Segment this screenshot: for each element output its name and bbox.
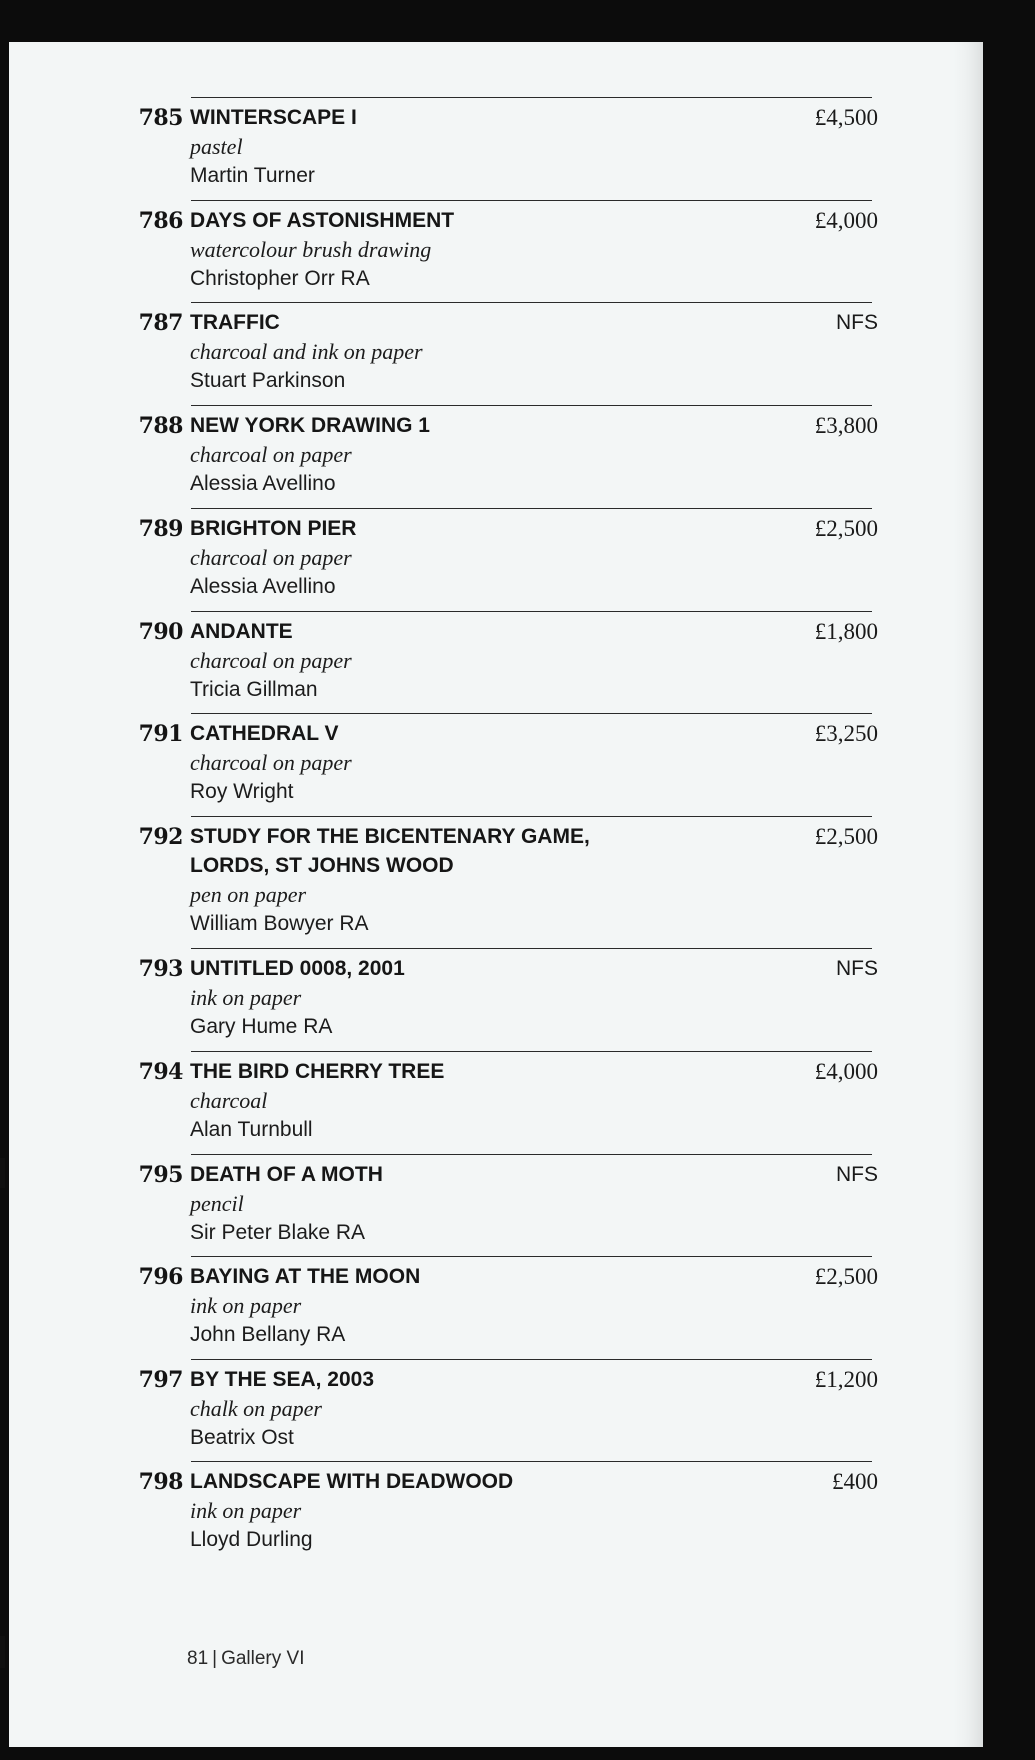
entry-price: £4,000 xyxy=(814,1059,878,1084)
entry-title: UNTITLED 0008, 2001 xyxy=(190,957,405,980)
entry-price: £1,800 xyxy=(814,619,878,644)
entry-medium: charcoal on paper xyxy=(190,648,352,673)
entry-divider xyxy=(191,405,872,406)
entry-artist: Sir Peter Blake RA xyxy=(190,1221,366,1244)
entry-number: 797 xyxy=(138,1367,183,1393)
entry-artist: Beatrix Ost xyxy=(190,1426,294,1449)
entry-number: 786 xyxy=(138,208,183,234)
entry-title: BY THE SEA, 2003 xyxy=(190,1368,375,1391)
scan-edge-mark xyxy=(0,1636,5,1668)
entry-number: 792 xyxy=(138,824,183,850)
entry-artist: Christopher Orr RA xyxy=(190,267,370,290)
entry-title: THE BIRD CHERRY TREE xyxy=(190,1060,445,1083)
entry-title: CATHEDRAL V xyxy=(190,722,339,745)
catalogue-list xyxy=(9,97,983,1551)
entry-artist: Stuart Parkinson xyxy=(190,369,346,392)
entry-price: £4,500 xyxy=(814,105,878,130)
entry-medium: ink on paper xyxy=(190,1498,302,1523)
entry-artist: Roy Wright xyxy=(190,780,294,803)
entry-divider xyxy=(191,302,872,303)
entry-title: STUDY FOR THE BICENTENARY GAME, LORDS, ST JOHNS WOOD xyxy=(190,825,590,877)
entry-number: 798 xyxy=(138,1469,183,1495)
gallery-name: Gallery VI xyxy=(221,1648,305,1669)
entry-price: £4,000 xyxy=(814,208,878,233)
entry-artist: Tricia Gillman xyxy=(190,678,318,701)
page-number: 81 xyxy=(187,1648,209,1669)
entry-number: 794 xyxy=(138,1059,183,1085)
scan-edge-mark xyxy=(0,1158,5,1188)
entry-medium: pencil xyxy=(190,1191,244,1216)
entry-number: 789 xyxy=(138,516,183,542)
entry-price: £3,250 xyxy=(814,721,878,746)
entry-divider xyxy=(191,1359,872,1360)
entry-artist: Alessia Avellino xyxy=(190,575,336,598)
entry-medium: ink on paper xyxy=(190,985,302,1010)
entry-medium: charcoal on paper xyxy=(190,442,352,467)
entry-medium: charcoal on paper xyxy=(190,750,352,775)
entry-title: DAYS OF ASTONISHMENT xyxy=(190,209,455,232)
entry-number: 788 xyxy=(138,413,183,439)
entry-medium: charcoal on paper xyxy=(190,545,352,570)
entry-title: LANDSCAPE WITH DEADWOOD xyxy=(190,1470,514,1493)
entry-price: £2,500 xyxy=(814,1264,878,1289)
entry-number: 790 xyxy=(138,619,183,645)
entry-divider xyxy=(191,200,872,201)
entry-medium: watercolour brush drawing xyxy=(190,237,432,262)
entry-number: 796 xyxy=(138,1264,183,1290)
entry-divider xyxy=(191,1051,872,1052)
entry-divider xyxy=(191,97,872,98)
entry-number: 793 xyxy=(138,956,183,982)
page-footer xyxy=(187,1648,305,1670)
entry-divider xyxy=(191,611,872,612)
entry-number: 791 xyxy=(138,721,183,747)
entry-divider xyxy=(191,816,872,817)
entry-divider xyxy=(191,508,872,509)
entry-artist: Gary Hume RA xyxy=(190,1015,333,1038)
entry-price: NFS xyxy=(836,1163,878,1186)
entry-price: NFS xyxy=(836,311,878,334)
entry-artist: Martin Turner xyxy=(190,164,315,187)
entry-price: £3,800 xyxy=(814,413,878,438)
entry-number: 785 xyxy=(138,105,183,131)
entry-divider xyxy=(191,713,872,714)
entry-divider xyxy=(191,1154,872,1155)
entry-artist: Alan Turnbull xyxy=(190,1118,313,1141)
entry-title: BAYING AT THE MOON xyxy=(190,1265,421,1288)
entry-title: NEW YORK DRAWING 1 xyxy=(190,414,430,437)
entry-artist: William Bowyer RA xyxy=(190,912,369,935)
entry-artist: Alessia Avellino xyxy=(190,472,336,495)
entry-title: DEATH OF A MOTH xyxy=(190,1163,383,1186)
entry-medium: charcoal xyxy=(190,1088,268,1113)
footer-separator: | xyxy=(212,1648,218,1669)
entry-number: 787 xyxy=(138,310,183,336)
entry-artist: Lloyd Durling xyxy=(190,1528,313,1551)
catalogue-page xyxy=(9,42,983,1747)
entry-artist: John Bellany RA xyxy=(190,1323,346,1346)
entry-price: £400 xyxy=(832,1469,878,1494)
entry-medium: pen on paper xyxy=(190,882,307,907)
entry-medium: pastel xyxy=(190,134,243,159)
entry-price: £1,200 xyxy=(814,1367,878,1392)
entry-medium: chalk on paper xyxy=(190,1396,322,1421)
entry-medium: ink on paper xyxy=(190,1293,302,1318)
entry-divider xyxy=(191,948,872,949)
entry-price: £2,500 xyxy=(814,824,878,849)
entry-medium: charcoal and ink on paper xyxy=(190,339,423,364)
entry-divider xyxy=(191,1461,872,1462)
entry-number: 795 xyxy=(138,1162,183,1188)
entry-title: TRAFFIC xyxy=(190,311,280,334)
entry-divider xyxy=(191,1256,872,1257)
entry-title: BRIGHTON PIER xyxy=(190,517,357,540)
entry-title: ANDANTE xyxy=(190,620,293,643)
entry-title: WINTERSCAPE I xyxy=(190,106,357,129)
entry-price: £2,500 xyxy=(814,516,878,541)
entry-price: NFS xyxy=(836,957,878,980)
